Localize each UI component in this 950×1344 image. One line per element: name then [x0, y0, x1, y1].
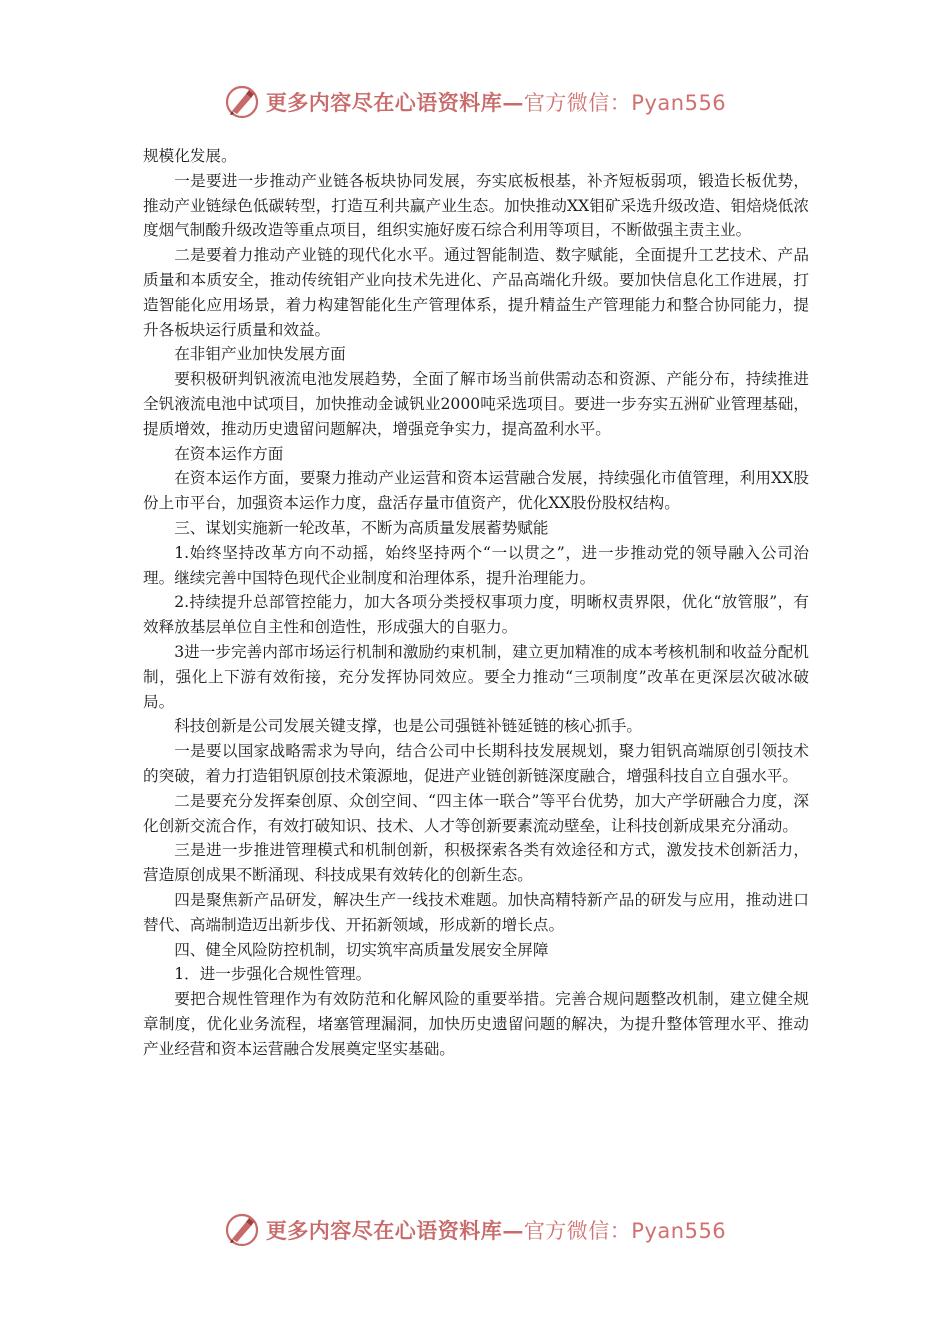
paragraph: 四、健全风险防控机制，切实筑牢高质量发展安全屏障 — [174, 940, 549, 959]
header-banner — [0, 82, 950, 122]
document-body — [143, 144, 809, 1061]
paragraph: 二是要着力推动产业链的现代化水平。通过智能制造、数字赋能，全面提升工艺技术、产品质量和本质安全，推动传统钼产业向技术先进化、产品高端化升级。要加快信息化工作进展，打造智能化应用场景，着力构建智能化生产管理体系，提升精益生产管理能力和整合协同能力，提升各板块运行质量和效益。 — [143, 246, 809, 339]
banner-text — [266, 87, 726, 117]
paragraph: 规模化发展。 — [143, 147, 237, 165]
paragraph: 1.始终坚持改革方向不动摇，始终坚持两个“一以贯之”，进一步推动党的领导融入公司治理。继续完善中国特色现代企业制度和治理体系，提升治理能力。 — [143, 543, 809, 587]
paragraph: 三是进一步推进管理模式和机制创新，积极探索各类有效途径和方式，激发技术创新活力，营造原创成果不断涌现、科技成果有效转化的创新生态。 — [143, 841, 809, 885]
paragraph: 要把合规性管理作为有效防范和化解风险的重要举措。完善合规问题整改机制，建立健全规章制度，优化业务流程，堵塞管理漏洞，加快历史遗留问题的解决，为提升整体管理水平、推动产业经营和资本运营融合发展奠定坚实基础。 — [143, 990, 809, 1058]
banner-dash: — — [502, 90, 524, 115]
banner-text — [266, 1215, 726, 1245]
paragraph: 在资本运作方面 — [174, 444, 284, 463]
footer-banner — [0, 1210, 950, 1250]
paragraph: 科技创新是公司发展关键支撑，也是公司强链补链延链的核心抓手。 — [174, 717, 643, 736]
paragraph: 一是要以国家战略需求为导向，结合公司中长期科技发展规划，聚力钼钒高端原创引领技术的突破，着力打造钼钒原创技术策源地，促进产业链创新链深度融合，增强科技自立自强水平。 — [143, 742, 809, 785]
banner-site-text: 更多内容尽在心语资料库 — [265, 90, 503, 115]
paragraph: 1．进一步强化合规性管理。 — [174, 965, 372, 984]
pen-logo-icon — [224, 84, 260, 120]
paragraph: 2.持续提升总部管控能力，加大各项分类授权事项力度，明晰权责界限，优化“放管服”，有效释放基层单位自主性和创造性，形成强大的自驱力。 — [143, 593, 809, 637]
paragraph: 3进一步完善内部市场运行机制和激励约束机制，建立更加精准的成本考核机制和收益分配机制，强化上下游有效衔接，充分发挥协同效应。要全力推动“三项制度”改革在更深层次破冰破局。 — [143, 642, 809, 711]
paragraph: 在资本运作方面，要聚力推动产业运营和资本运营融合发展，持续强化市值管理，利用XX股份上市平台，加强资本运作力度，盘活存量市值资产，优化XX股份股权结构。 — [143, 469, 809, 513]
paragraph: 二是要充分发挥秦创原、众创空间、“四主体一联合”等平台优势，加大产学研融合力度，深化创新交流合作，有效打破知识、技术、人才等创新要素流动壁垒，让科技创新成果充分涌动。 — [143, 791, 809, 835]
banner-site-text: 更多内容尽在心语资料库 — [265, 1218, 503, 1243]
paragraph: 四是聚焦新产品研发，解决生产一线技术难题。加快高精特新产品的研发与应用，推动进口替代、高端制造迈出新步伐、开拓新领域，形成新的增长点。 — [143, 890, 809, 934]
banner-wechat-text: 官方微信：Pyan556 — [523, 1219, 727, 1243]
paragraph: 要积极研判钒液流电池发展趋势，全面了解市场当前供需动态和资源、产能分布，持续推进全钒液流电池中试项目，加快推动金诚钒业2000吨采选项目。要进一步夯实五洲矿业管理基础，提质增效，推动历史遗留问题解决，增强竞争实力，提高盈利水平。 — [143, 370, 809, 438]
paragraph: 在非钼产业加快发展方面 — [174, 345, 346, 364]
pen-logo-icon — [224, 1212, 260, 1248]
banner-dash: — — [502, 1218, 524, 1243]
paragraph: 三、谋划实施新一轮改革，不断为高质量发展蓄势赋能 — [174, 518, 549, 537]
banner-wechat-text: 官方微信：Pyan556 — [523, 91, 727, 115]
paragraph: 一是要进一步推动产业链各板块协同发展，夯实底板根基，补齐短板弱项，锻造长板优势，推动产业链绿色低碳转型，打造互利共赢产业生态。加快推动XX钼矿采选升级改造、钼焙烧低浓度烟气制酸升级改造等重点项目，组织实施好废石综合利用等项目，不断做强主责主业。 — [143, 171, 809, 240]
